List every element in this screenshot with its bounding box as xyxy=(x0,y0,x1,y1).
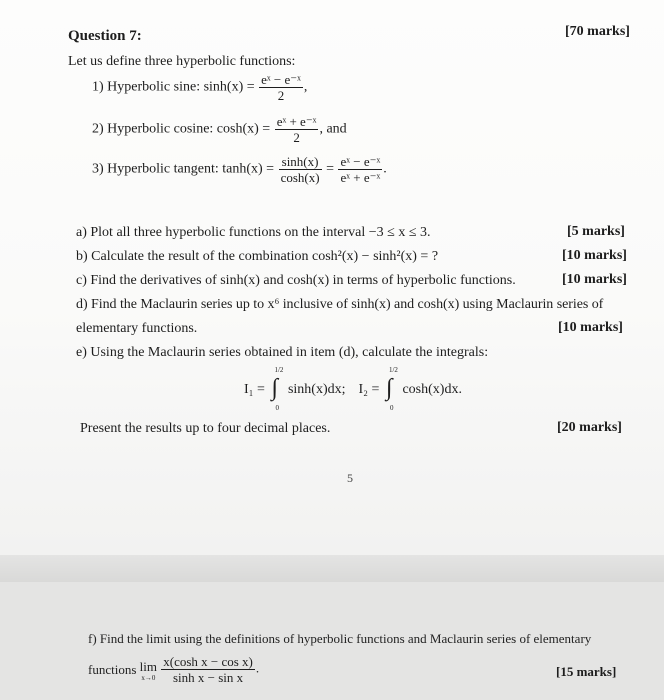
integral-2-integrand: cosh(x)dx. xyxy=(402,382,462,397)
sinh-denominator: 2 xyxy=(277,88,285,103)
tanh-suffix: . xyxy=(383,161,387,177)
function-sinh-label: 1) Hyperbolic sine: sinh(x) = xyxy=(92,79,255,95)
limit-fraction xyxy=(161,654,255,685)
part-c-text: c) Find the derivatives of sinh(x) and cosh(x) in terms of hyperbolic functions. xyxy=(76,273,516,288)
integral-1-integrand: sinh(x)dx; xyxy=(287,382,346,397)
integral-2-label: I₂ = xyxy=(358,382,380,397)
part-f-marks: [15 marks] xyxy=(556,664,617,679)
limit-denominator: sinh x − sin x xyxy=(172,670,244,685)
sinh-fraction xyxy=(259,72,303,103)
part-f-line1: f) Find the limit using the definitions of hyperbolic functions and Maclaurin series of elementary xyxy=(88,631,592,646)
question-title: Question 7: xyxy=(68,28,142,44)
function-cosh xyxy=(92,114,347,145)
integral-2-upper: 1/2 xyxy=(388,366,398,374)
limit-operator xyxy=(140,659,157,681)
function-tanh-label: 3) Hyperbolic tangent: tanh(x) = xyxy=(92,161,275,177)
sinh-numerator: eˣ − e⁻ˣ xyxy=(261,72,301,87)
cosh-fraction xyxy=(275,114,319,145)
page-gap xyxy=(0,555,664,582)
tanh-equals: = xyxy=(326,161,334,177)
part-b-text: b) Calculate the result of the combination cosh²(x) − sinh²(x) = ? xyxy=(76,249,439,264)
tanh-fraction-2 xyxy=(338,154,382,185)
part-e-present: Present the results up to four decimal places. xyxy=(80,421,331,436)
tanh-denominator-exp: eˣ + e⁻ˣ xyxy=(340,170,381,185)
part-d-line2: elementary functions. xyxy=(76,321,198,336)
part-a-marks: [5 marks] xyxy=(567,224,625,239)
limit-numerator: x(cosh x − cos x) xyxy=(163,654,253,669)
integrals xyxy=(244,368,462,414)
integral-symbol-icon: ∫ xyxy=(271,375,279,401)
integral-2-lower: 0 xyxy=(389,404,394,412)
part-d-line1: d) Find the Maclaurin series up to x⁶ inclusive of sinh(x) and cosh(x) using Maclaurin series of xyxy=(76,297,604,312)
function-sinh xyxy=(92,72,307,103)
cosh-denominator: 2 xyxy=(293,130,300,145)
tanh-denominator: cosh(x) xyxy=(280,170,320,185)
integral-symbol-icon: ∫ xyxy=(385,375,393,401)
function-tanh xyxy=(92,154,387,185)
sinh-suffix: , xyxy=(303,79,308,95)
intro-text: Let us define three hyperbolic functions: xyxy=(68,54,296,69)
part-f-line2: functions xyxy=(88,661,137,677)
page-number: 5 xyxy=(347,471,353,485)
tanh-numerator-exp: eˣ − e⁻ˣ xyxy=(340,154,381,169)
integral-1-lower: 0 xyxy=(275,404,279,412)
tanh-fraction-1 xyxy=(279,154,322,185)
part-a-text: a) Plot all three hyperbolic functions on the interval −3 ≤ x ≤ 3. xyxy=(76,225,431,240)
part-b-marks: [10 marks] xyxy=(562,248,627,263)
integral-1-upper: 1/2 xyxy=(274,366,284,374)
cosh-suffix: , and xyxy=(319,121,347,137)
limit-word: lim xyxy=(139,658,157,674)
integral-1-label: I₁ = xyxy=(244,382,265,397)
function-cosh-label: 2) Hyperbolic cosine: cosh(x) = xyxy=(92,121,271,137)
cosh-numerator: eˣ + e⁻ˣ xyxy=(276,114,317,129)
limit-suffix: . xyxy=(255,660,260,676)
total-marks: [70 marks] xyxy=(565,24,630,39)
integral-2-sign xyxy=(383,368,399,412)
part-e-marks: [20 marks] xyxy=(557,420,622,435)
part-e-text: e) Using the Maclaurin series obtained in item (d), calculate the integrals: xyxy=(76,345,489,360)
integral-1-sign xyxy=(268,368,284,412)
part-c-marks: [10 marks] xyxy=(562,272,627,287)
limit-subscript: x→0 xyxy=(141,673,156,682)
part-d-marks: [10 marks] xyxy=(558,320,623,335)
tanh-numerator: sinh(x) xyxy=(279,154,322,170)
part-f-expression xyxy=(88,654,259,685)
